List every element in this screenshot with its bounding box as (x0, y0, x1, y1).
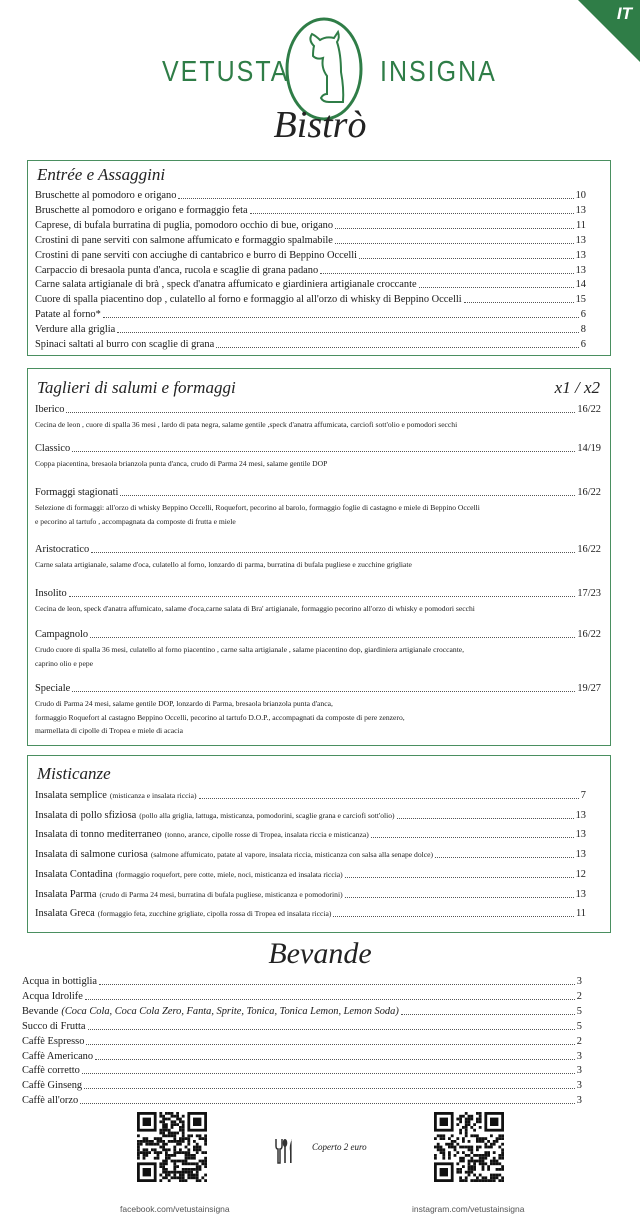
dot-leader (435, 857, 574, 858)
facebook-qr-code[interactable] (137, 1112, 207, 1182)
misticanze-section (27, 755, 611, 933)
dot-leader (250, 213, 574, 214)
dot-leader (397, 818, 574, 819)
menu-item (22, 1051, 582, 1062)
item-price: 6 (580, 309, 586, 321)
item-description: Cecina de leon , cuore di spalla 36 mesi , lardo di pata negra, salame gentile ,speck d'anatra affumicata, carciofi sott'olio e pomodori secchi (35, 420, 458, 429)
item-name: Insalata Parma (35, 888, 97, 900)
menu-item (35, 294, 586, 305)
menu-item (22, 1080, 582, 1091)
item-note: (tonno, arance, cipolle rosse di Tropea, insalata riccia e misticanza) (164, 830, 369, 840)
menu-item (22, 976, 582, 987)
item-price: 2 (576, 1035, 582, 1047)
item-price: 14 (575, 279, 586, 291)
menu-item (22, 1021, 582, 1032)
taglieri-size-label: x1 / x2 (554, 378, 600, 397)
dot-leader (85, 999, 575, 1000)
item-name: Caffè all'orzo (22, 1095, 79, 1107)
menu-item (35, 443, 601, 454)
misticanze-title: Misticanze (37, 764, 111, 783)
item-price: 3 (576, 1050, 582, 1062)
dot-leader (464, 302, 574, 303)
menu-item (22, 991, 582, 1002)
item-name: Verdure alla griglia (35, 324, 116, 336)
item-description: e pecorino al tartufo , accompagnata da composte di frutta e miele (35, 516, 236, 526)
item-name: Patate al forno* (35, 309, 101, 321)
cutlery-icon (274, 1138, 294, 1164)
item-description: Crudo cuore di spalla 36 mesi, culatello al forno piacentino , carne salta artigianale , salame piacentino dop, giardiniera artigianale croccante, (35, 645, 465, 654)
item-name: Caffè corretto (22, 1065, 80, 1077)
page-title: Bistrò (273, 104, 367, 146)
item-name: Bruschette al pomodoro e origano (35, 190, 177, 201)
item-name: Insalata Contadina (35, 868, 113, 880)
dot-leader (120, 495, 575, 496)
dot-leader (72, 691, 575, 692)
item-note: (misticanza e insalata riccia) (109, 791, 197, 800)
menu-item (35, 309, 586, 320)
item-price: 15 (575, 294, 586, 306)
dot-leader (371, 837, 574, 838)
item-price: 3 (576, 1095, 582, 1107)
item-note: (formaggio roquefort, pere cotte, miele, noci, misticanza ed insalata riccia) (115, 869, 343, 879)
item-name: Insalata Greca (35, 908, 95, 920)
item-price: 11 (575, 219, 586, 231)
item-description: marmellata di cipolle di Tropea e miele di acacia (35, 726, 184, 735)
menu-item (35, 265, 586, 276)
item-name: Caprese, di bufala burratina di puglia, pomodoro occhio di bue, origano (35, 219, 334, 231)
item-price: 16/22 (577, 404, 601, 415)
item-description: formaggio Roquefort al castagno Beppino Occelli, pecorino al tartufo D.O.P., accompagnati da composte di pere zenzero, (35, 712, 405, 722)
dot-leader (320, 273, 573, 274)
dot-leader (401, 1014, 575, 1015)
item-note: (formaggio feta, zucchine grigliate, cipolla rossa di Tropea ed insalata riccia) (97, 909, 332, 919)
item-price: 16/22 (577, 544, 601, 555)
item-name: Acqua Idrolife (22, 990, 83, 1002)
item-price: 3 (576, 976, 582, 987)
dot-leader (199, 798, 579, 799)
logo-right-word: INSIGNA (380, 55, 497, 89)
item-name: Bevande (22, 1005, 59, 1017)
menu-item (35, 339, 586, 350)
entree-title: Entrée e Assaggini (37, 165, 166, 184)
item-name: Crostini di pane serviti con acciughe di cantabrico e burro di Beppino Occelli (35, 249, 358, 261)
item-name: Crostini di pane serviti con salmone affumicato e formaggio spalmabile (35, 234, 333, 246)
item-price: 19/27 (577, 683, 601, 694)
dot-leader (82, 1073, 575, 1074)
item-name: Carne salata artigianale di brà , speck d'anatra affumicato e giardiniera artigianale croccante (35, 279, 417, 291)
menu-item (35, 205, 586, 216)
item-price: 16/22 (577, 629, 601, 640)
menu-item (35, 544, 601, 555)
taglieri-title: Taglieri di salumi e formaggi (37, 378, 236, 397)
logo-left-word: VETUSTA (162, 55, 290, 89)
item-name: Insalata di salmone curiosa (35, 849, 148, 861)
item-note: (crudo di Parma 24 mesi, burratina di bufala pugliese, misticanza e pomodorini) (99, 889, 343, 899)
item-price: 8 (580, 324, 586, 336)
menu-item (35, 404, 601, 415)
item-name: Carpaccio di bresaola punta d'anca, rucola e scaglie di grana padano (35, 264, 319, 276)
item-price: 11 (575, 908, 586, 920)
menu-item (35, 324, 586, 335)
dot-leader (103, 317, 579, 318)
item-name: Formaggi stagionati (35, 487, 119, 498)
item-note: (salmone affumicato, patate al vapore, insalata riccia, misticanza con salsa alla senape dolce) (150, 850, 434, 860)
dot-leader (216, 347, 579, 348)
item-name: Insalata semplice (35, 790, 107, 801)
menu-item (35, 908, 586, 919)
menu-item (35, 487, 601, 498)
item-name: Spinaci saltati al burro con scaglie di grana (35, 339, 215, 350)
item-price: 13 (575, 809, 586, 821)
item-name: Aristocratico (35, 544, 90, 555)
menu-item (22, 1065, 582, 1076)
item-price: 13 (575, 888, 586, 900)
item-description: Coppa piacentina, bresaola brianzola punta d'anca, crudo di Parma 24 mesi, salame gentile DOP (35, 459, 328, 468)
menu-item (22, 1036, 582, 1047)
dot-leader (66, 412, 575, 413)
item-price: 13 (575, 849, 586, 861)
coperto-note: Coperto 2 euro (312, 1142, 367, 1152)
item-description: caprino olio e pepe (35, 658, 93, 668)
dot-leader (359, 258, 574, 259)
item-name: Caffè Americano (22, 1050, 94, 1062)
item-name: Bruschette al pomodoro e origano e formaggio feta (35, 204, 248, 216)
language-badge[interactable]: IT (616, 4, 632, 23)
dot-leader (88, 1029, 575, 1030)
dot-leader (333, 916, 574, 917)
item-price: 13 (575, 249, 586, 261)
menu-item (35, 810, 586, 821)
menu-item (35, 235, 586, 246)
item-price: 3 (576, 1080, 582, 1092)
dot-leader (72, 451, 575, 452)
item-price: 12 (575, 868, 586, 880)
menu-item (35, 220, 586, 231)
instagram-link[interactable]: instagram.com/vetustainsigna (412, 1204, 525, 1214)
item-name: Caffè Espresso (22, 1035, 85, 1047)
item-name: Acqua in bottiglia (22, 976, 98, 987)
item-price: 10 (575, 190, 586, 201)
item-name: Classico (35, 443, 71, 454)
item-price: 17/23 (577, 588, 601, 599)
menu-item (35, 790, 586, 801)
item-name: Caffè Ginseng (22, 1080, 83, 1092)
dot-leader (69, 596, 576, 597)
dot-leader (91, 552, 575, 553)
item-name: Speciale (35, 683, 71, 694)
menu-item (22, 1006, 582, 1017)
item-price: 16/22 (577, 487, 601, 498)
dot-leader (345, 897, 574, 898)
item-description: Selezione di formaggi: all'orzo di whisky Beppino Occelli, Roquefort, pecorino al barolo, formaggio foglie di castagno e miele di Beppino Occelli (35, 503, 480, 512)
item-price: 13 (575, 264, 586, 276)
item-note: (Coca Cola, Coca Cola Zero, Fanta, Sprite, Tonica, Tonica Lemon, Lemon Soda) (61, 1005, 399, 1017)
item-price: 5 (576, 1020, 582, 1032)
dot-leader (95, 1059, 575, 1060)
item-price: 13 (575, 234, 586, 246)
menu-item (35, 889, 586, 900)
item-name: Insalata di tonno mediterraneo (35, 829, 162, 841)
item-name: Succo di Frutta (22, 1020, 86, 1032)
dot-leader (99, 984, 575, 985)
item-price: 14/19 (577, 443, 601, 454)
item-note: (pollo alla griglia, lattuga, misticanza, pomodorini, scaglie grana e carciofi sott'olio) (139, 810, 395, 820)
item-description: Crudo di Parma 24 mesi, salame gentile DOP, lonzardo di Parma, bresaola brianzola punta d'anca, (35, 699, 333, 708)
item-price: 2 (576, 990, 582, 1002)
item-name: Cuore di spalla piacentino dop , culatello al forno e formaggio al all'orzo di whisky di Beppino Occelli (35, 294, 462, 306)
item-price: 5 (576, 1005, 582, 1017)
dot-leader (335, 228, 574, 229)
dot-leader (80, 1103, 575, 1104)
menu-item (35, 588, 601, 599)
facebook-link[interactable]: facebook.com/vetustainsigna (120, 1204, 230, 1214)
logo (150, 14, 497, 114)
menu-item (35, 190, 586, 201)
item-price: 3 (576, 1065, 582, 1077)
menu-item (22, 1095, 582, 1106)
menu-item (35, 869, 586, 880)
bevande-title: Bevande (268, 937, 372, 970)
item-price: 7 (580, 790, 586, 801)
item-name: Insolito (35, 588, 67, 599)
dot-leader (419, 287, 574, 288)
dot-leader (117, 332, 579, 333)
instagram-qr-code[interactable] (434, 1112, 504, 1182)
dot-leader (86, 1044, 574, 1045)
item-description: Cecina de leon, speck d'anatra affumicato, salame d'oca,carne salata di Bra' artigianale, formaggio pecorino all'orzo di whisky e pomodori secchi (35, 604, 475, 613)
dot-leader (335, 243, 574, 244)
dot-leader (178, 198, 573, 199)
item-description: Carne salata artigianale, salame d'oca, culatello al forno, lonzardo di parma, burratina di bufala pugliese e zucchine grigliate (35, 560, 412, 569)
dot-leader (90, 637, 575, 638)
menu-item (35, 849, 586, 860)
item-name: Campagnolo (35, 629, 89, 640)
item-name: Insalata di pollo sfiziosa (35, 809, 137, 821)
menu-item (35, 683, 601, 694)
menu-item (35, 250, 586, 261)
item-price: 13 (575, 829, 586, 841)
item-price: 6 (580, 339, 586, 350)
item-name: Iberico (35, 404, 65, 415)
menu-item (35, 629, 601, 640)
menu-item (35, 829, 586, 840)
dot-leader (84, 1088, 575, 1089)
menu-item (35, 279, 586, 290)
dot-leader (345, 877, 574, 878)
item-price: 13 (575, 204, 586, 216)
